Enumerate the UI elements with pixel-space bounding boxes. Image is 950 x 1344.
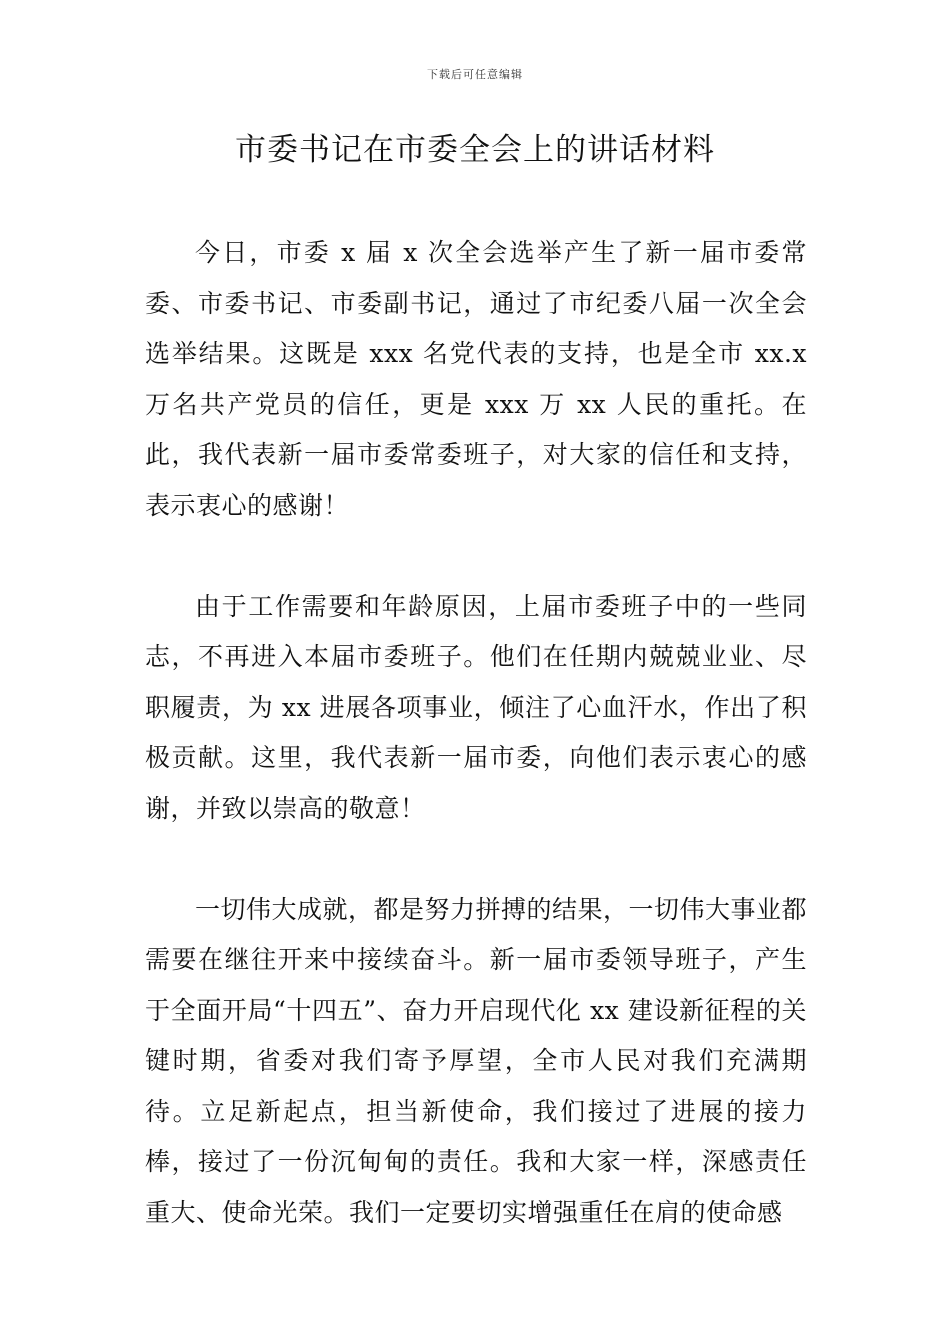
paragraph-1: 今日，市委 x 届 x 次全会选举产生了新一届市委常委、市委书记、市委副书记，通过了市纪委八届一次全会选举结果。这既是 xxx 名党代表的支持，也是全市 xx.x 万名共产党员的信任，更是 xxx 万 xx 人民的重托。在此，我代表新一届市委常委班子，对大家的信任和支持，表示衷心的感谢！	[145, 238, 807, 520]
paragraph-3: 一切伟大成就，都是努力拼搏的结果，一切伟大事业都需要在继往开来中接续奋斗。新一届市委领导班子，产生于全面开局“十四五”、奋力开启现代化 xx 建设新征程的关键时期，省委对我们寄予厚望，全市人民对我们充满期待。立足新起点，担当新使命，我们接过了进展的接力棒，接过了一份沉甸甸的责任。我和大家一样，深感责任重大、使命光荣。我们一定要切实增强重任在肩的使命感	[145, 894, 808, 1227]
paragraph-2: 由于工作需要和年龄原因，上届市委班子中的一些同志，不再进入本届市委班子。他们在任期内兢兢业业、尽职履责，为 xx 进展各项事业，倾注了心血汗水，作出了积极贡献。这里，我代表新一届市委，向他们表示衷心的感谢，并致以崇高的敬意！	[145, 591, 807, 823]
header-note: 下载后可任意编辑	[427, 68, 523, 81]
document-title: 市委书记在市委全会上的讲话材料	[235, 132, 715, 168]
document-body	[145, 228, 807, 1238]
